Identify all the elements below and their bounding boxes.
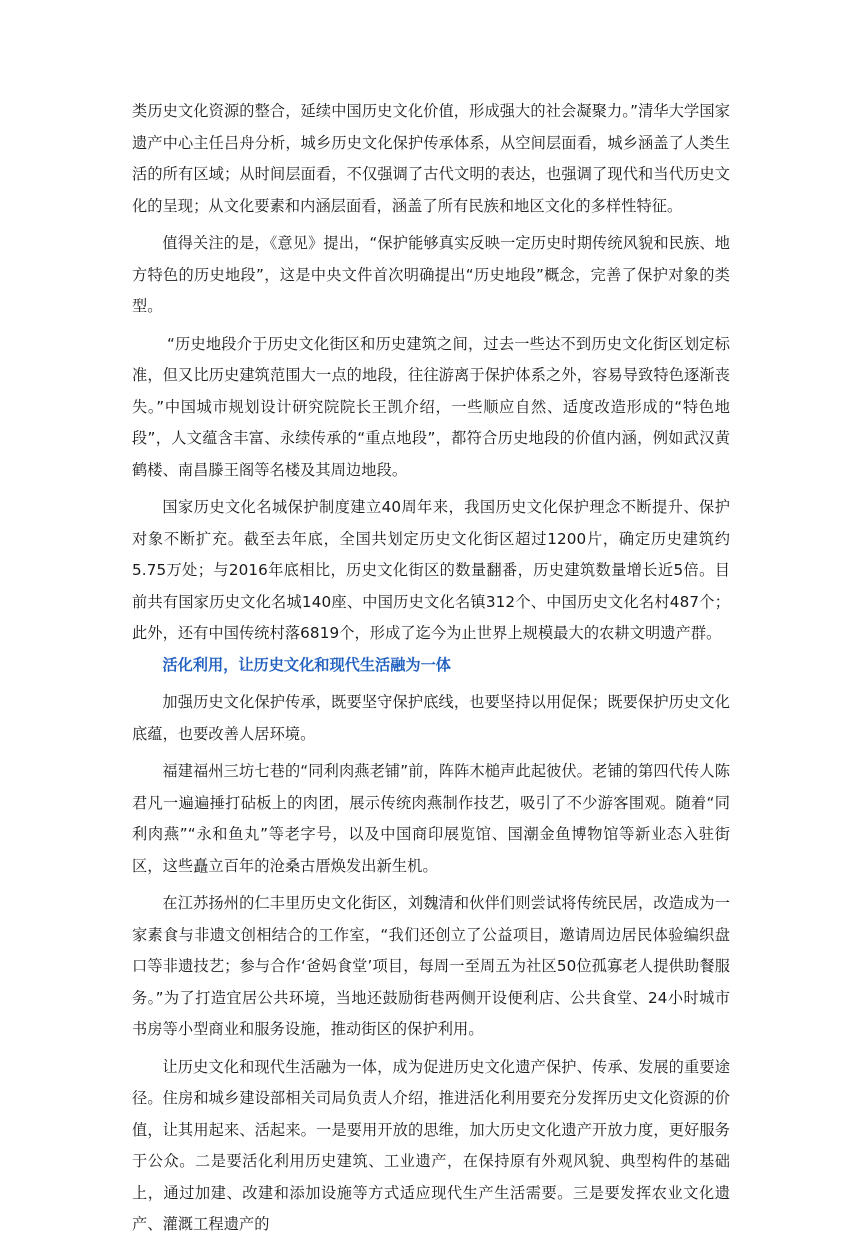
section-subheading: 活化利用，让历史文化和现代生活融为一体 xyxy=(162,655,451,674)
paragraph-4: 国家历史文化名城保护制度建立40周年来，我国历史文化保护理念不断提升、保护对象不断扩充。截至去年底，全国共划定历史文化街区超过1200片，确定历史建筑约5.75万处；与2016年底相比，历史文化街区的数量翻番，历史建筑数量增长近5倍。目前共有国家历史文化名城140座、中国历史文化名镇312个、中国历史文化名村487个；此外，还有中国传统村落6819个，形成了迄今为止世界上规模最大的农耕文明遗产群。 xyxy=(132,498,730,642)
paragraph-6: 福建福州三坊七巷的“同利肉燕老铺”前，阵阵木槌声此起彼伏。老铺的第四代传人陈君凡一遍遍捶打砧板上的肉团，展示传统肉燕制作技艺，吸引了不少游客围观。随着“同利肉燕”“永和鱼丸”等老字号，以及中国商印展览馆、国潮金鱼博物馆等新业态入驻街区，这些矗立百年的沧桑古厝焕发出新生机。 xyxy=(132,762,730,875)
paragraph-1: 类历史文化资源的整合，延续中国历史文化价值，形成强大的社会凝聚力。”清华大学国家遗产中心主任吕舟分析，城乡历史文化保护传承体系，从空间层面看，城乡涵盖了人类生活的所有区域；从时间层面看，不仅强调了古代文明的表达，也强调了现代和当代历史文化的呈现；从文化要素和内涵层面看，涵盖了所有民族和地区文化的多样性特征。 xyxy=(132,102,730,215)
paragraph-8: 让历史文化和现代生活融为一体，成为促进历史文化遗产保护、传承、发展的重要途径。住房和城乡建设部相关司局负责人介绍，推进活化利用要充分发挥历史文化资源的价值，让其用起来、活起来。一是要用开放的思维，加大历史文化遗产开放力度，更好服务于公众。二是要活化利用历史建筑、工业遗产，在保持原有外观风貌、典型构件的基础上，通过加建、改建和添加设施等方式适应现代生产生活需要。三是要发挥农业文化遗产、灌溉工程遗产的 xyxy=(132,1057,730,1233)
paragraph-2: 值得关注的是，《意见》提出，“保护能够真实反映一定历史时期传统风貌和民族、地方特色的历史地段”，这是中央文件首次明确提出“历史地段”概念，完善了保护对象的类型。 xyxy=(132,234,730,315)
paragraph-5: 加强历史文化保护传承，既要坚守保护底线，也要坚持以用促保；既要保护历史文化底蕴，也要改善人居环境。 xyxy=(132,693,730,743)
document-page xyxy=(132,96,730,1241)
paragraph-7: 在江苏扬州的仁丰里历史文化街区，刘魏清和伙伴们则尝试将传统民居，改造成为一家素食与非遗文创相结合的工作室，“我们还创立了公益项目，邀请周边居民体验编织盘口等非遗技艺；参与合作‘爸妈食堂’项目，每周一至周五为社区50位孤寡老人提供助餐服务。”为了打造宜居公共环境，当地还鼓励街巷两侧开设便利店、公共食堂、24小时城市书房等小型商业和服务设施，推动街区的保护利用。 xyxy=(132,894,730,1038)
paragraph-3: “历史地段介于历史文化街区和历史建筑之间，过去一些达不到历史文化街区划定标准，但又比历史建筑范围大一点的地段，往往游离于保护体系之外，容易导致特色逐渐丧失。”中国城市规划设计研究院院长王凯介绍，一些顺应自然、适度改造形成的“特色地段”，人文蕴含丰富、永续传承的“重点地段”，都符合历史地段的价值内涵，例如武汉黄鹤楼、南昌滕王阁等名楼及其周边地段。 xyxy=(132,334,730,479)
